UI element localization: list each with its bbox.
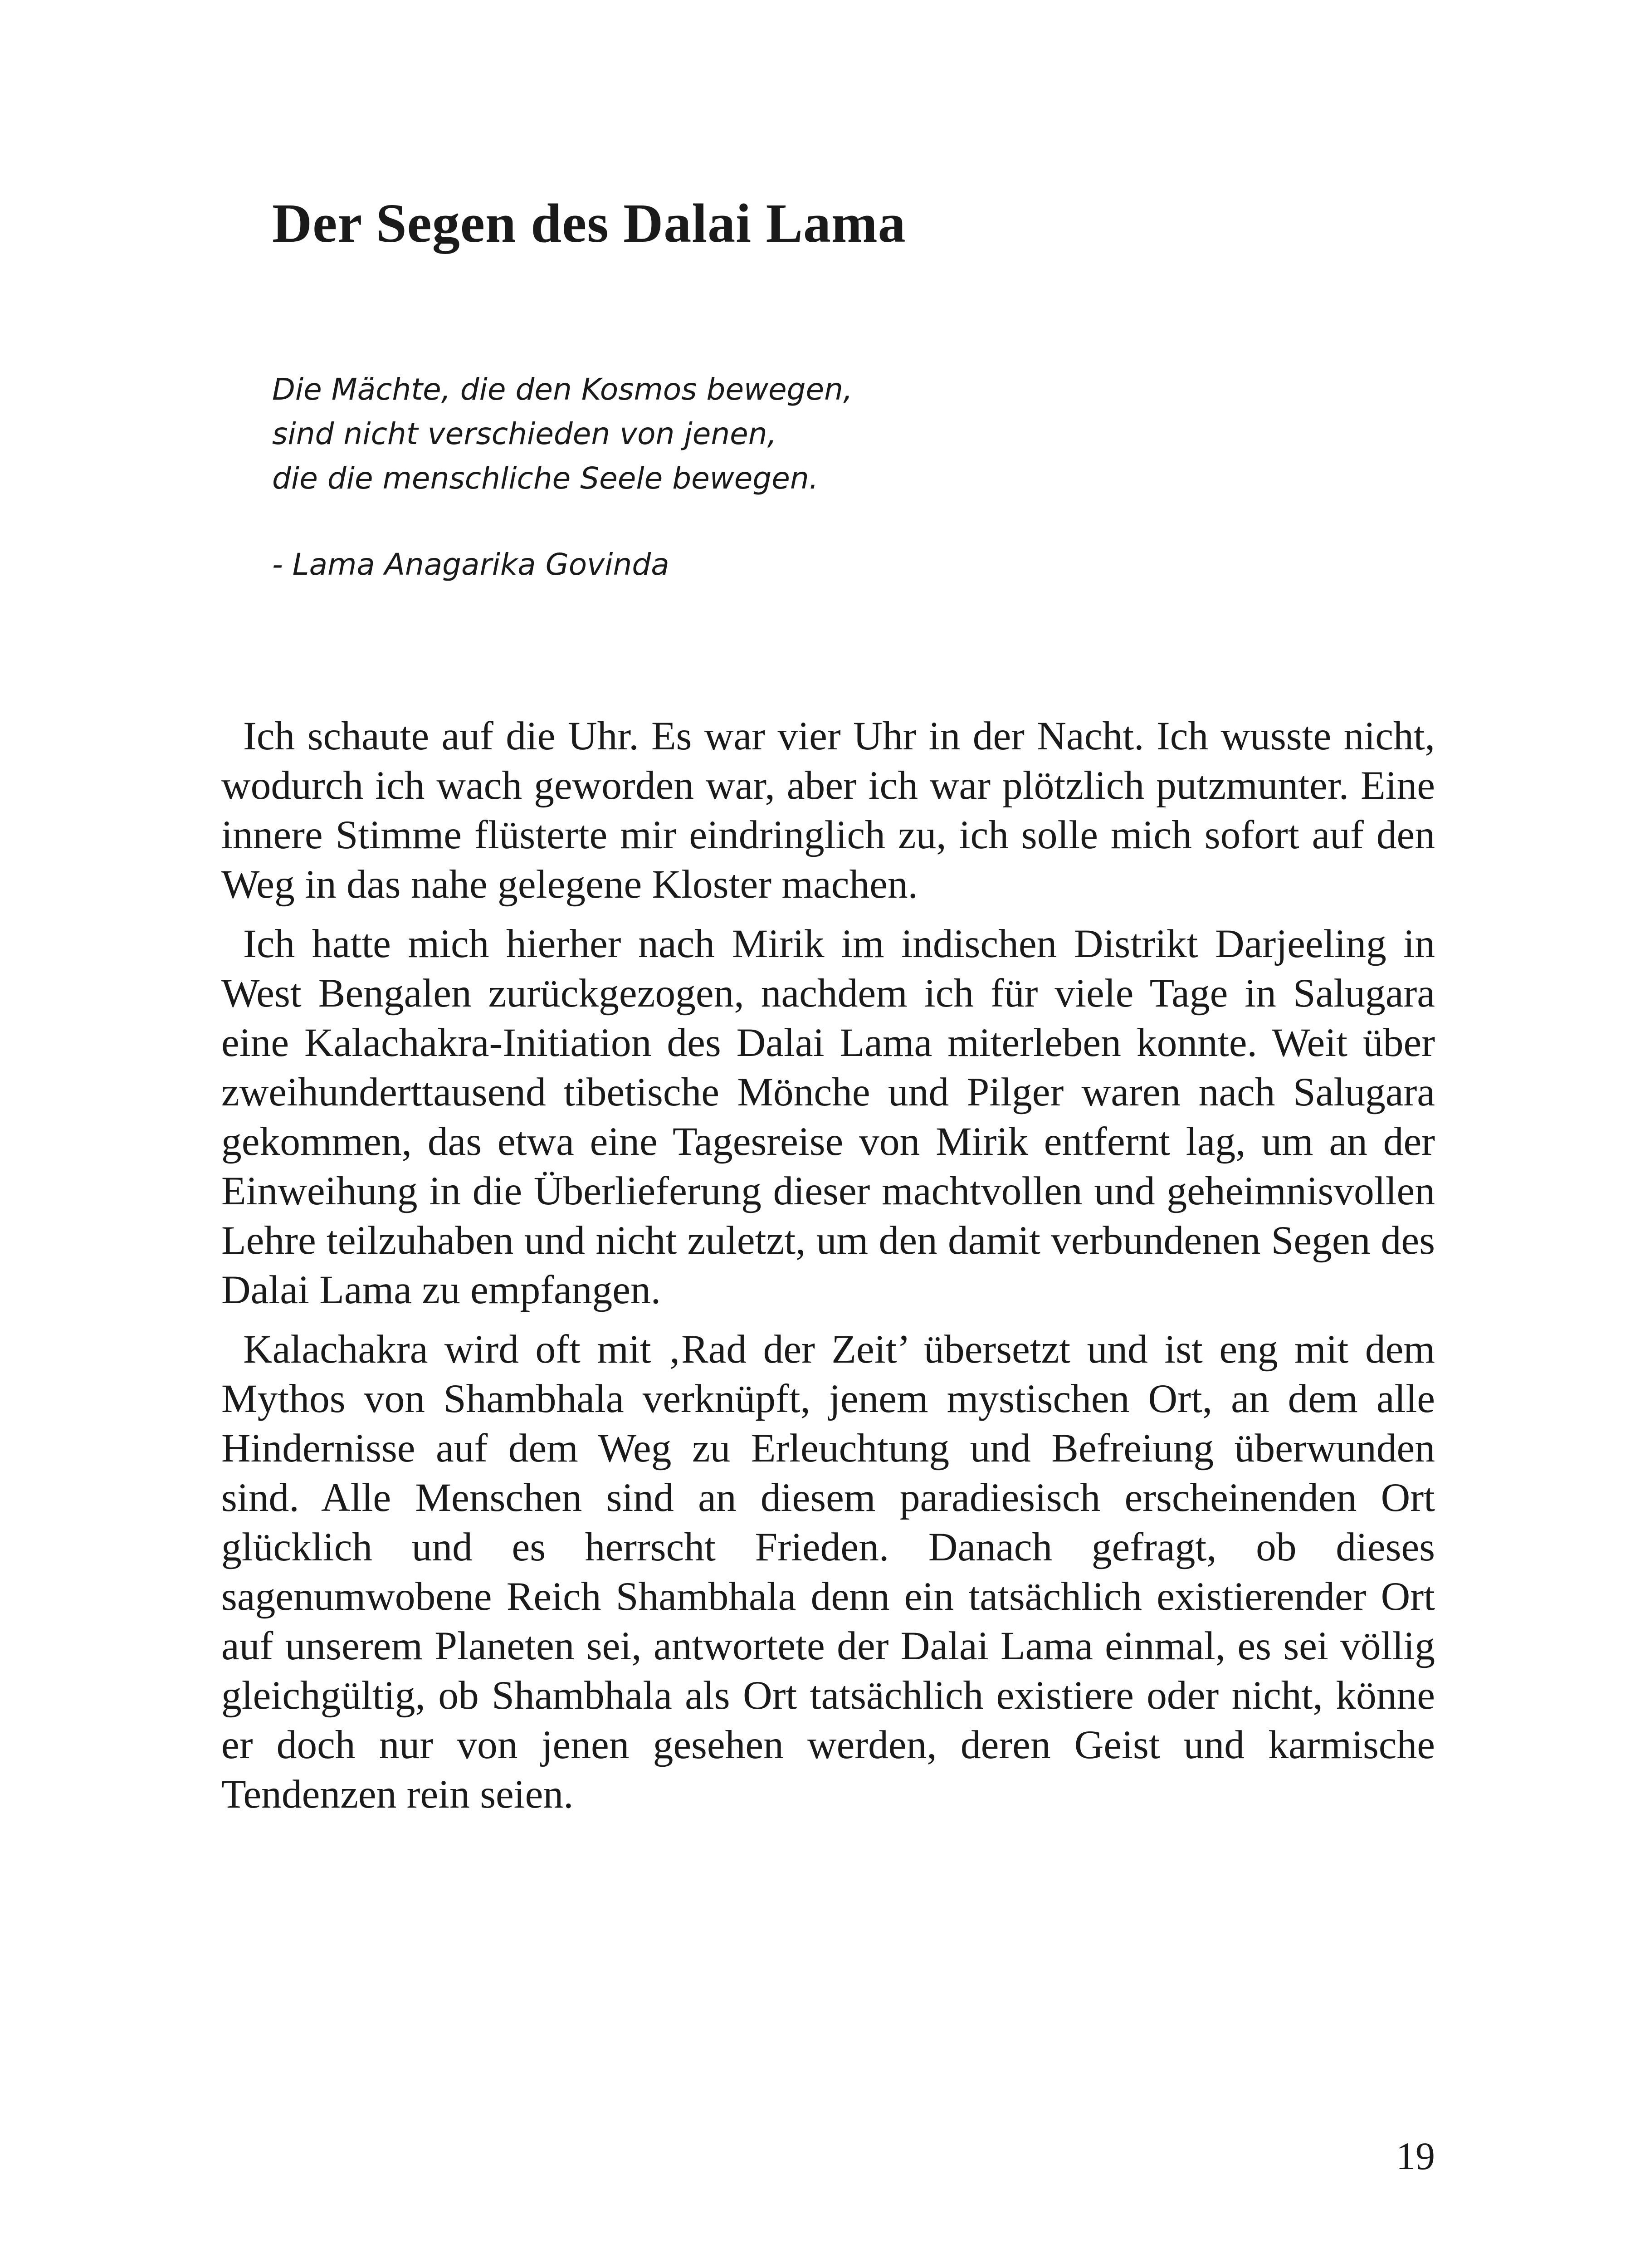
epigraph-line: Die Mächte, die den Kosmos bewegen, — [272, 372, 853, 407]
epigraph — [272, 367, 1179, 587]
chapter-title: Der Segen des Dalai Lama — [272, 193, 906, 254]
body-text — [221, 711, 1435, 1829]
paragraph: Kalachakra wird oft mit ‚Rad der Zeit’ übersetzt und ist eng mit dem Mythos von Shambhala verknüpft, jenem mystischen Ort, an dem alle Hindernisse auf dem Weg zu Erleuchtung und Befreiung überwunden sind. Alle Menschen sind an diesem paradiesisch erscheinenden Ort glücklich und es herrscht Frieden. Danach gefragt, ob dieses sagenumwobene Reich Shambhala denn ein tatsächlich existierender Ort auf unserem Planeten sei, antwortete der Dalai Lama einmal, es sei völlig gleichgültig, ob Shambhala als Ort tatsächlich existiere oder nicht, könne er doch nur von jenen gesehen werden, deren Geist und karmische Tendenzen rein seien. — [221, 1327, 1435, 1817]
paragraph: Ich hatte mich hierher nach Mirik im indischen Distrikt Darjeeling in West Bengalen zurückgezogen, nachdem ich für viele Tage in Salugara eine Kalachakra-Initiation des Dalai Lama miterleben konnte. Weit über zweihunderttausend tibetische Mönche und Pilger waren nach Salugara gekommen, das etwa eine Tagesreise von Mirik entfernt lag, um an der Einweihung in die Überlieferung dieser machtvollen und geheimnisvollen Lehre teilzuhaben und nicht zuletzt, um den damit verbundenen Segen des Dalai Lama zu empfangen. — [221, 921, 1435, 1312]
epigraph-attribution: - Lama Anagarika Govinda — [272, 547, 669, 582]
paragraph: Ich schaute auf die Uhr. Es war vier Uhr in der Nacht. Ich wusste nicht, wodurch ich wach geworden war, aber ich war plötzlich putzmunter. Eine innere Stimme flüsterte mir eindringlich zu, ich solle mich sofort auf den Weg in das nahe gelegene Kloster machen. — [221, 714, 1435, 907]
epigraph-line: sind nicht verschieden von jenen, — [272, 416, 777, 451]
epigraph-line: die die menschliche Seele bewegen. — [272, 461, 819, 496]
page-number: 19 — [1396, 2134, 1435, 2178]
